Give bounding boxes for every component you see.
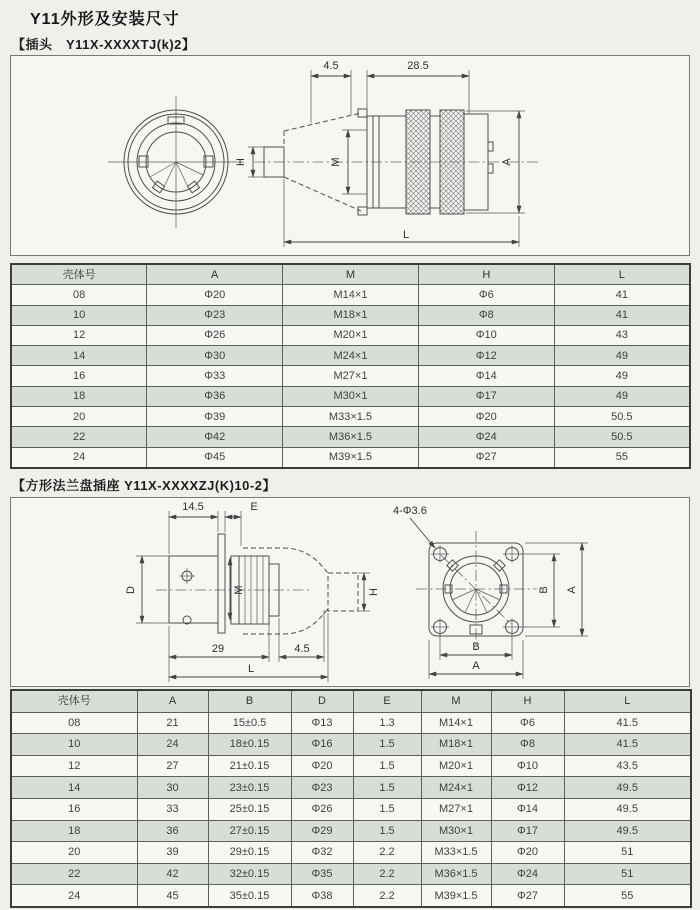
table-cell: 27	[137, 755, 208, 777]
table-cell: Φ8	[491, 734, 564, 756]
table-cell: 32±0.15	[208, 863, 291, 885]
table-cell: Φ33	[147, 366, 283, 386]
table-row	[11, 386, 690, 406]
table-cell: 41	[554, 305, 690, 325]
table-cell: 1.3	[353, 712, 421, 734]
table-cell: M18×1	[283, 305, 419, 325]
table-row	[11, 346, 690, 366]
column-header: H	[418, 264, 554, 285]
table-row	[11, 325, 690, 345]
table-cell: 49	[554, 386, 690, 406]
table-cell: Φ29	[291, 820, 353, 842]
table-cell: Φ26	[147, 325, 283, 345]
table-cell: Φ10	[418, 325, 554, 345]
table-cell: Φ30	[147, 346, 283, 366]
dim-label-l: L	[247, 663, 255, 675]
table-cell: 10	[11, 305, 147, 325]
table-cell: Φ38	[291, 885, 353, 907]
table-cell: Φ27	[418, 447, 554, 468]
table-cell: Φ23	[291, 777, 353, 799]
table-cell: 1.5	[353, 820, 421, 842]
column-header: L	[564, 690, 691, 712]
table-cell: Φ32	[291, 842, 353, 864]
dim-label-a: A	[501, 158, 513, 166]
table-cell: 51	[564, 842, 691, 864]
dim-label-4-5: 4.5	[323, 60, 339, 72]
dim-label-m: M	[233, 585, 245, 595]
table-cell: 30	[137, 777, 208, 799]
cable-entry	[328, 573, 358, 611]
table-cell: 1.5	[353, 755, 421, 777]
dim-label-m: M	[330, 157, 342, 167]
column-header: D	[291, 690, 353, 712]
table-row	[11, 712, 691, 734]
table-cell: Φ39	[147, 407, 283, 427]
table-cell: Φ24	[491, 863, 564, 885]
plug-front-view	[108, 96, 244, 228]
column-header: A	[137, 690, 208, 712]
socket-dimensions-table	[10, 689, 692, 908]
table-cell: M36×1.5	[421, 863, 491, 885]
table-cell: 18	[11, 820, 137, 842]
table-cell: 49.5	[564, 798, 691, 820]
table-cell: Φ17	[491, 820, 564, 842]
column-header: B	[208, 690, 291, 712]
table-cell: 14	[11, 346, 147, 366]
table-cell: Φ36	[147, 386, 283, 406]
table-cell: M14×1	[283, 285, 419, 305]
table-cell: M30×1	[283, 386, 419, 406]
table-cell: M30×1	[421, 820, 491, 842]
table-cell: M24×1	[421, 777, 491, 799]
holes-leader-line	[410, 518, 435, 548]
table-cell: Φ42	[147, 427, 283, 447]
column-header: A	[147, 264, 283, 285]
table-cell: 1.5	[353, 777, 421, 799]
table-cell: Φ13	[291, 712, 353, 734]
table-cell: Φ6	[491, 712, 564, 734]
table-cell: 51	[564, 863, 691, 885]
table-cell: M20×1	[421, 755, 491, 777]
table-cell: 16	[11, 798, 137, 820]
table-cell: 27±0.15	[208, 820, 291, 842]
table-row	[11, 285, 690, 305]
holes-label: 4-Φ3.6	[393, 505, 427, 517]
table-cell: 41.5	[564, 734, 691, 756]
plug-dimensions-table	[10, 263, 691, 469]
table-cell: M18×1	[421, 734, 491, 756]
knurl-band	[406, 110, 430, 214]
table-cell: 49	[554, 366, 690, 386]
table-cell: Φ24	[418, 427, 554, 447]
table-row	[11, 842, 691, 864]
table-cell: M20×1	[283, 325, 419, 345]
column-header: H	[491, 690, 564, 712]
plug-side-view	[235, 60, 539, 247]
table-cell: 36	[137, 820, 208, 842]
table-cell: 18	[11, 386, 147, 406]
socket-drawing-panel	[10, 497, 690, 687]
table-cell: 24	[137, 734, 208, 756]
column-header: M	[283, 264, 419, 285]
table-cell: Φ14	[491, 798, 564, 820]
table-cell: Φ20	[291, 755, 353, 777]
table-cell: 15±0.5	[208, 712, 291, 734]
column-header: E	[353, 690, 421, 712]
plug-drawing-panel	[10, 55, 690, 256]
plug-technical-drawing	[11, 56, 688, 254]
table-cell: Φ14	[418, 366, 554, 386]
table-cell: 49.5	[564, 777, 691, 799]
table-cell: Φ45	[147, 447, 283, 468]
table-cell: Φ10	[491, 755, 564, 777]
table-cell: 14	[11, 777, 137, 799]
column-header: M	[421, 690, 491, 712]
table-cell: M27×1	[283, 366, 419, 386]
table-row	[11, 863, 691, 885]
dim-label-b: B	[472, 641, 480, 653]
table-cell: 25±0.15	[208, 798, 291, 820]
table-row	[11, 734, 691, 756]
table-cell: Φ20	[147, 285, 283, 305]
table-row	[11, 798, 691, 820]
dim-label-14-5: 14.5	[182, 501, 204, 513]
table-cell: 35±0.15	[208, 885, 291, 907]
table-cell: 1.5	[353, 798, 421, 820]
dim-label-b: B	[538, 586, 550, 594]
table-row	[11, 885, 691, 907]
table-cell: M33×1.5	[283, 407, 419, 427]
socket-body	[169, 556, 218, 623]
socket-side-view	[125, 501, 380, 682]
table-cell: 18±0.15	[208, 734, 291, 756]
table-cell: 39	[137, 842, 208, 864]
table-cell: 12	[11, 325, 147, 345]
dim-label-29: 29	[211, 643, 225, 655]
table-cell: 21	[137, 712, 208, 734]
table-cell: Φ20	[491, 842, 564, 864]
table-cell: 12	[11, 755, 137, 777]
socket-section-heading: 【方形法兰盘插座 Y11X-XXXXZJ(K)10-2】	[12, 478, 276, 493]
table-cell: 50.5	[554, 407, 690, 427]
table-cell: 33	[137, 798, 208, 820]
dim-label-d: D	[125, 586, 137, 594]
table-cell: 22	[11, 863, 137, 885]
plug-section-heading: 【插头 Y11X-XXXXTJ(k)2】	[12, 37, 196, 52]
dim-label-4-5: 4.5	[294, 643, 310, 655]
table-cell: Φ26	[291, 798, 353, 820]
page-title: Y11外形及安装尺寸	[30, 11, 180, 28]
table-row	[11, 407, 690, 427]
table-cell: 43	[554, 325, 690, 345]
table-cell: 55	[554, 447, 690, 468]
knurl-band	[440, 110, 464, 214]
table-cell: 1.5	[353, 734, 421, 756]
table-cell: Φ20	[418, 407, 554, 427]
table-row	[11, 305, 690, 325]
table-cell: 43.5	[564, 755, 691, 777]
table-cell: 08	[11, 712, 137, 734]
table-cell: 49.5	[564, 820, 691, 842]
table-cell: Φ23	[147, 305, 283, 325]
table-cell: M36×1.5	[283, 427, 419, 447]
table-cell: 41.5	[564, 712, 691, 734]
table-cell: 2.2	[353, 842, 421, 864]
table-cell: 22	[11, 427, 147, 447]
table-row	[11, 427, 690, 447]
table-cell: Φ17	[418, 386, 554, 406]
backshell-dashed-outline	[243, 548, 328, 634]
table-cell: M39×1.5	[421, 885, 491, 907]
table-row	[11, 447, 690, 468]
table-cell: 24	[11, 885, 137, 907]
table-cell: 2.2	[353, 863, 421, 885]
table-row	[11, 777, 691, 799]
flange-plate	[218, 534, 225, 633]
table-cell: 55	[564, 885, 691, 907]
dim-label-a: A	[472, 660, 480, 672]
column-header: L	[554, 264, 690, 285]
table-cell: 29±0.15	[208, 842, 291, 864]
table-row	[11, 755, 691, 777]
dim-label-l: L	[402, 229, 410, 241]
table-cell: M14×1	[421, 712, 491, 734]
dim-label-h: H	[368, 588, 380, 596]
table-cell: 45	[137, 885, 208, 907]
column-header: 壳体号	[11, 690, 137, 712]
table-cell: Φ35	[291, 863, 353, 885]
table-cell: 16	[11, 366, 147, 386]
table-cell: Φ8	[418, 305, 554, 325]
table-cell: M24×1	[283, 346, 419, 366]
table-row	[11, 366, 690, 386]
dim-label-h: H	[235, 158, 247, 166]
table-cell: 20	[11, 842, 137, 864]
table-cell: 49	[554, 346, 690, 366]
dim-label-a: A	[566, 586, 578, 594]
table-cell: Φ16	[291, 734, 353, 756]
table-cell: 08	[11, 285, 147, 305]
table-row	[11, 820, 691, 842]
socket-technical-drawing	[11, 498, 688, 685]
column-header: 壳体号	[11, 264, 147, 285]
table-cell: M39×1.5	[283, 447, 419, 468]
table-cell: 23±0.15	[208, 777, 291, 799]
table-cell: Φ27	[491, 885, 564, 907]
table-cell: 10	[11, 734, 137, 756]
table-cell: 20	[11, 407, 147, 427]
socket-front-view	[393, 505, 588, 679]
table-cell: M33×1.5	[421, 842, 491, 864]
table-cell: 2.2	[353, 885, 421, 907]
table-cell: Φ6	[418, 285, 554, 305]
table-cell: Φ12	[491, 777, 564, 799]
table-cell: 24	[11, 447, 147, 468]
table-cell: Φ12	[418, 346, 554, 366]
table-cell: 50.5	[554, 427, 690, 447]
table-cell: 42	[137, 863, 208, 885]
table-cell: M27×1	[421, 798, 491, 820]
dim-label-e: E	[250, 501, 258, 513]
table-cell: 21±0.15	[208, 755, 291, 777]
dim-label-28-5: 28.5	[407, 60, 429, 72]
table-cell: 41	[554, 285, 690, 305]
